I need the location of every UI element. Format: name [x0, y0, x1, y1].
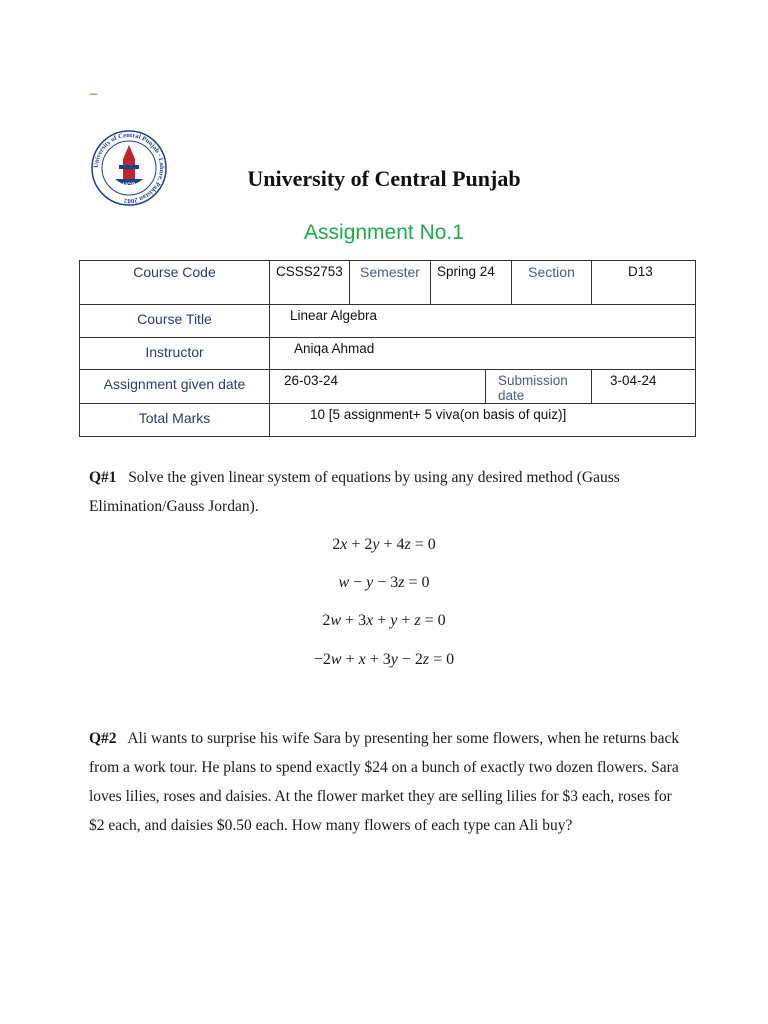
course-code-cell: CSSS2753 [270, 261, 350, 305]
equation-1: 2x + 2y + 4z = 0 [332, 536, 436, 553]
question-2-number: Q#2 [89, 730, 117, 747]
course-title-cell: Linear Algebra [270, 305, 696, 338]
equation-3: 2w + 3x + y + z = 0 [322, 612, 446, 629]
question-2-text: Ali wants to surprise his wife Sara by presenting her some flowers, when he returns back from a work tour. He plans to spend exactly $24 on a bunch of exactly two dozen flowers. Sara loves lilies, roses and daisies. At the flower market they are selling lilies for $3 each, roses for $2 each, and daisies $0.50 each. How many flowers of each type can Ali buy? [89, 730, 680, 834]
given-date-cell: 26-03-24 [270, 370, 486, 404]
course-title-label-cell: Course Title [80, 305, 270, 338]
course-code-label-cell: Course Code [80, 261, 270, 305]
given-date-label-cell: Assignment given date [80, 370, 270, 404]
semester-label-cell: Semester [350, 261, 431, 305]
submission-label-cell: Submission date [486, 370, 592, 404]
question-1-number: Q#1 [89, 469, 117, 486]
svg-text:University of Central Punjab ·: University of Central Punjab · Lahore, Pakistan 2002 [92, 131, 166, 205]
question-2 [89, 724, 689, 840]
marks-cell: 10 [5 assignment+ 5 viva(on basis of quiz)] [270, 404, 696, 437]
section-label-cell: Section [512, 261, 592, 305]
marks-label-cell: Total Marks [80, 404, 270, 437]
section-cell: D13 [592, 261, 696, 305]
svg-text:UCP: UCP [122, 183, 136, 189]
instructor-label-cell: Instructor [80, 338, 270, 370]
question-1 [89, 463, 689, 521]
equation-2: w − y − 3z = 0 [338, 574, 430, 591]
university-name: University of Central Punjab [247, 166, 521, 191]
assignment-title: Assignment No.1 [304, 221, 464, 244]
submission-date-cell: 3-04-24 [592, 370, 696, 404]
semester-cell: Spring 24 [431, 261, 512, 305]
instructor-cell: Aniqa Ahmad [270, 338, 696, 370]
course-info-table [79, 260, 696, 437]
question-1-text: Solve the given linear system of equations by using any desired method (Gauss Elimination/Gauss Jordan). [89, 469, 620, 515]
equation-4: −2w + x + 3y − 2z = 0 [313, 651, 455, 668]
red-mark: _ [90, 80, 98, 95]
